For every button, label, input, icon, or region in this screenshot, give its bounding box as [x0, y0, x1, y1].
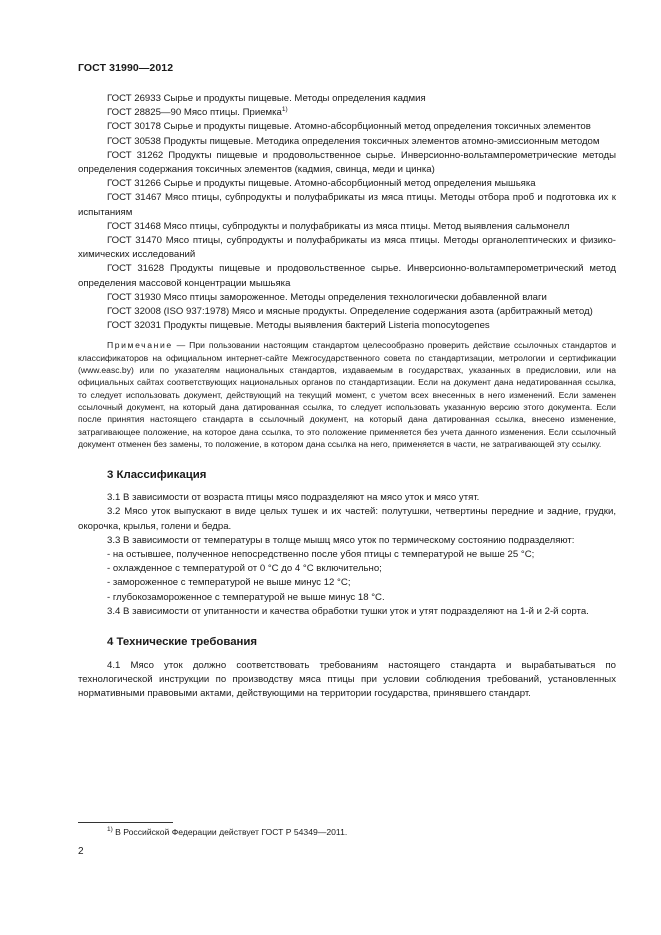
reference-item: ГОСТ 32008 (ISO 937:1978) Мясо и мясные продукты. Определение содержания азота (арбитражный метод)	[107, 306, 593, 318]
reference-item: ГОСТ 30178 Сырье и продукты пищевые. Атомно-абсорбционный метод определения токсичных элементов	[107, 121, 591, 133]
list-item: - на остывшее, полученное непосредственно после убоя птицы с температурой не выше 25 °С;	[107, 548, 535, 560]
paragraph-4-1: 4.1 Мясо уток должно соответствовать требованиям настоящего стандарта и вырабатываться по технологической инструкции по производству мяса птицы при условии соблюдения требований, установленных нормативными правовыми актами, действующими на территории государства, принявшего стандарт.	[78, 659, 616, 700]
footnote: $^{1)}$ В Российской Федерации действует ГОСТ Р 54349—2011.	[107, 826, 348, 837]
normative-references-list	[78, 92, 616, 333]
reference-item: ГОСТ 31262 Продукты пищевые и продовольственное сырье. Инверсионно-вольтамперометрические методы определения содержания токсичных элементов (кадмия, свинца, меди и цинка)	[78, 149, 616, 176]
footnote-separator	[78, 822, 173, 823]
reference-item: ГОСТ 28825—90 Мясо птицы. Приемка$^{1)}$	[107, 106, 288, 119]
section-heading-technical-requirements: 4 Технические требования	[107, 635, 258, 648]
list-item: - замороженное с температурой не выше минус 12 °С;	[107, 577, 351, 589]
reference-item: ГОСТ 31266 Сырье и продукты пищевые. Атомно-абсорбционный метод определения мышьяка	[107, 178, 536, 190]
section-heading-classification: 3 Классификация	[107, 469, 207, 482]
note-paragraph: Примечание — При пользовании настоящим стандартом целесообразно проверить действие ссылочных стандартов и классификаторов на официальном интернет-сайте Межгосударственного совета по стандартизации, метрологии и сертификации (www.easc.by) или по указателям национальных стандартов, издаваемым в государствах, указанных в предисловии, или на официальных сайтах соответствующих национальных органов по стандартизации. Если на документ дана недатированная ссылка, то следует использовать документ, действующий на текущий момент, с учетом всех внесенных в него изменений. Если заменен ссылочный документ, на который дана датированная ссылка, то следует использовать указанную версию этого документа. Если после принятия настоящего стандарта в ссылочный документ, на который дана датированная ссылка, внесено изменение, затрагивающее положение, на которое дана ссылка, то это положение применяется без учета данного изменения. Если ссылочный документ отменен без замены, то положение, в котором дана ссылка на него, применяется в части, не затрагивающей эту ссылку.	[78, 340, 616, 449]
reference-item: ГОСТ 32031 Продукты пищевые. Методы выявления бактерий Listeria monocytogenes	[107, 320, 490, 332]
reference-item: ГОСТ 31628 Продукты пищевые и продовольственное сырье. Инверсионно-вольтамперометрический метод определения массовой концентрации мышьяка	[78, 263, 616, 289]
reference-item: ГОСТ 26933 Сырье и продукты пищевые. Методы определения кадмия	[107, 93, 426, 104]
footnote-mark: 1)	[107, 826, 113, 833]
paragraph-3-2: 3.2 Мясо уток выпускают в виде целых тушек и их частей: полутушки, четвертины передние и задние, грудки, окорочка, крылья, голени и бедра.	[78, 506, 616, 532]
reference-item: ГОСТ 30538 Продукты пищевые. Методика определения токсичных элементов атомно-эмиссионным методом	[107, 135, 600, 147]
reference-item: ГОСТ 31470 Мясо птицы, субпродукты и полуфабрикаты из мяса птицы. Методы органолептических и физико-химических исследований	[78, 235, 616, 261]
footnote-mark: 1)	[281, 106, 288, 114]
page-number: 2	[78, 846, 84, 857]
page-content	[78, 92, 616, 702]
list-item: - охлажденное с температурой от 0 °С до 4 °С включительно;	[107, 563, 382, 575]
paragraph-3-1: 3.1 В зависимости от возраста птицы мясо подразделяют на мясо уток и мясо утят.	[107, 492, 480, 504]
reference-item: ГОСТ 31467 Мясо птицы, субпродукты и полуфабрикаты из мяса птицы. Методы отбора проб и подготовка их к испытаниям	[78, 192, 616, 218]
paragraph-3-4: 3.4 В зависимости от упитанности и качества обработки тушки уток и утят подразделяют на 1-й и 2-й сорта.	[107, 605, 589, 617]
note-label: Примечание	[107, 340, 173, 351]
reference-item: ГОСТ 31468 Мясо птицы, субпродукты и полуфабрикаты из мяса птицы. Метод выявления сальмонелл	[107, 220, 570, 232]
document-header: ГОСТ 31990—2012	[78, 62, 174, 74]
reference-item: ГОСТ 31930 Мясо птицы замороженное. Методы определения технологически добавленной влаги	[107, 291, 547, 303]
paragraph-3-3: 3.3 В зависимости от температуры в толще мышц мясо уток по термическому состоянию подразделяют:	[107, 534, 575, 546]
list-item: - глубокозамороженное с температурой не выше минус 18 °С.	[107, 591, 385, 603]
